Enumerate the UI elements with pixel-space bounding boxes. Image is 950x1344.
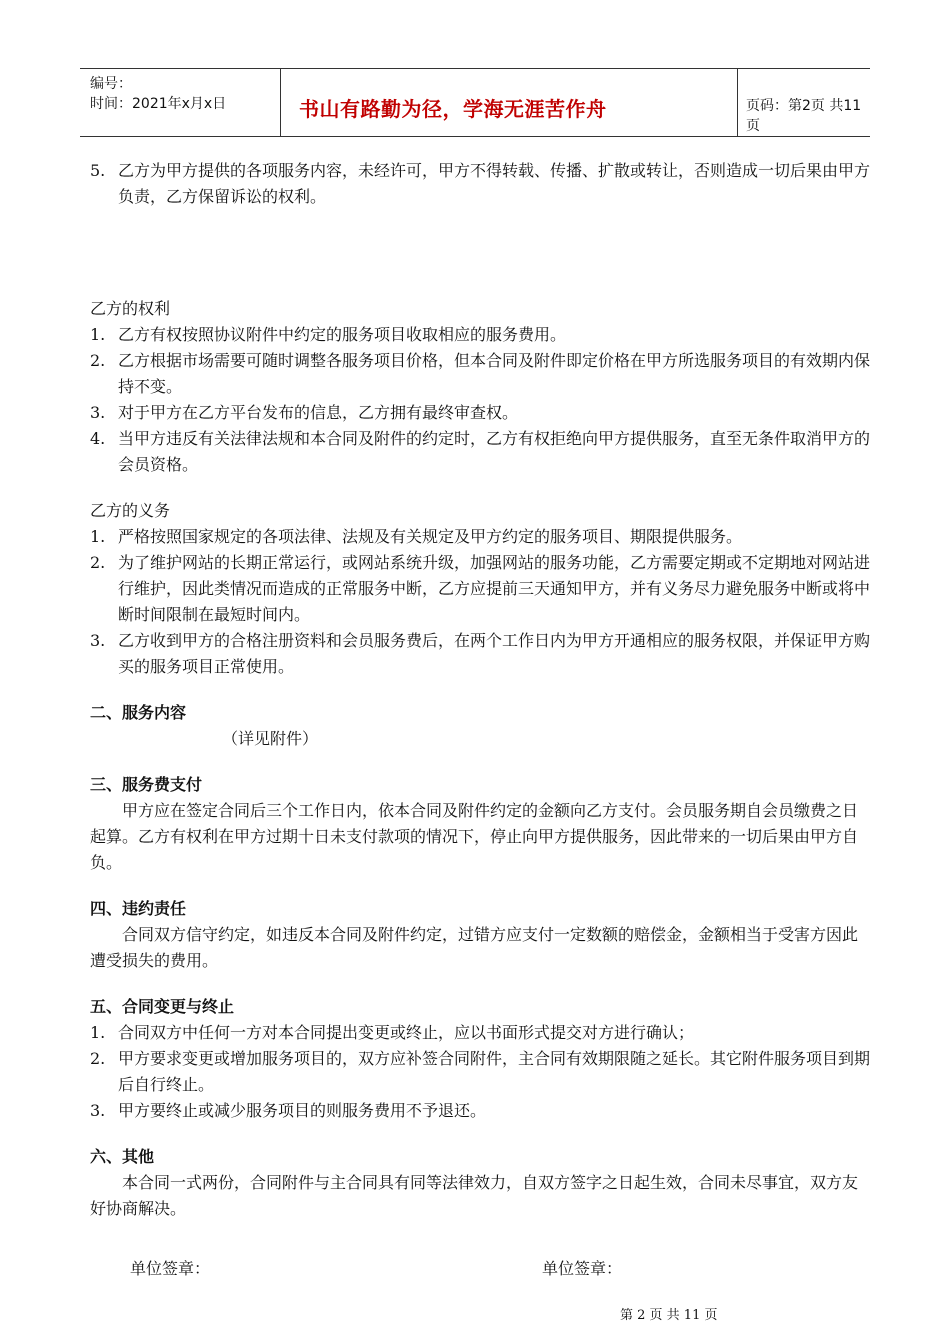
list-item: 5. 乙方为甲方提供的各项服务内容，未经许可，甲方不得转载、传播、扩散或转让，否则造成一切后果由甲方负责，乙方保留诉讼的权利。 bbox=[90, 161, 871, 206]
rights-heading: 乙方的权利 bbox=[90, 299, 171, 318]
section-2-note: （详见附件） bbox=[222, 729, 319, 748]
page-header bbox=[80, 68, 870, 137]
signature-left: 单位签章： bbox=[130, 1259, 211, 1278]
section-2-heading: 二、服务内容 bbox=[90, 703, 187, 722]
section-5-heading: 五、合同变更与终止 bbox=[90, 997, 235, 1016]
header-motto-cell bbox=[280, 69, 738, 136]
section-4-heading: 四、违约责任 bbox=[90, 899, 187, 918]
list-item: 2. 为了维护网站的长期正常运行，或网站系统升级，加强网站的服务功能，乙方需要定期或不定期地对网站进行维护，因此类情况而造成的正常服务中断，乙方应提前三天通知甲方，并有义务尽力避免服务中断或将中断时间限制在最短时间内。 bbox=[90, 553, 871, 624]
header-page-number: 页码：第2页 共11页 bbox=[746, 98, 862, 134]
document-body bbox=[90, 158, 870, 1222]
section-6-text: 本合同一式两份，合同附件与主合同具有同等法律效力，自双方签字之日起生效，合同未尽事宜，双方友好协商解决。 bbox=[90, 1173, 859, 1218]
signature-right: 单位签章： bbox=[542, 1259, 623, 1278]
section-6-heading: 六、其他 bbox=[90, 1147, 155, 1166]
list-item: 1. 严格按照国家规定的各项法律、法规及有关规定及甲方约定的服务项目、期限提供服务。 bbox=[90, 527, 743, 546]
header-motto: 书山有路勤为径，学海无涯苦作舟 bbox=[299, 97, 607, 121]
list-item: 3. 乙方收到甲方的合格注册资料和会员服务费后，在两个工作日内为甲方开通相应的服务权限，并保证甲方购买的服务项目正常使用。 bbox=[90, 631, 871, 676]
list-item: 4. 当甲方违反有关法律法规和本合同及附件的约定时，乙方有权拒绝向甲方提供服务，直至无条件取消甲方的会员资格。 bbox=[90, 429, 871, 474]
section-4-text: 合同双方信守约定，如违反本合同及附件约定，过错方应支付一定数额的赔偿金，金额相当于受害方因此遭受损失的费用。 bbox=[90, 925, 859, 970]
section-3-heading: 三、服务费支付 bbox=[90, 775, 203, 794]
list-item: 2. 甲方要求变更或增加服务项目的，双方应补签合同附件，主合同有效期限随之延长。其它附件服务项目到期后自行终止。 bbox=[90, 1049, 871, 1094]
page-footer: 第 2 页 共 11 页 bbox=[620, 1308, 718, 1323]
list-item: 1. 乙方有权按照协议附件中约定的服务项目收取相应的服务费用。 bbox=[90, 325, 567, 344]
section-3-text: 甲方应在签定合同后三个工作日内，依本合同及附件约定的金额向乙方支付。会员服务期自会员缴费之日起算。乙方有权利在甲方过期十日未支付款项的情况下，停止向甲方提供服务，因此带来的一切后果由甲方自负。 bbox=[90, 801, 859, 872]
duties-heading: 乙方的义务 bbox=[90, 501, 171, 520]
list-item: 3. 对于甲方在乙方平台发布的信息，乙方拥有最终审查权。 bbox=[90, 403, 519, 422]
document-number-label: 编号： bbox=[90, 76, 132, 92]
list-item: 3. 甲方要终止或减少服务项目的则服务费用不予退还。 bbox=[90, 1101, 487, 1120]
list-item: 2. 乙方根据市场需要可随时调整各服务项目价格，但本合同及附件即定价格在甲方所选服务项目的有效期内保持不变。 bbox=[90, 351, 871, 396]
header-meta bbox=[80, 69, 280, 136]
document-time-label: 时间：2021年x月x日 bbox=[90, 96, 227, 112]
list-item: 1. 合同双方中任何一方对本合同提出变更或终止，应以书面形式提交对方进行确认； bbox=[90, 1023, 695, 1042]
